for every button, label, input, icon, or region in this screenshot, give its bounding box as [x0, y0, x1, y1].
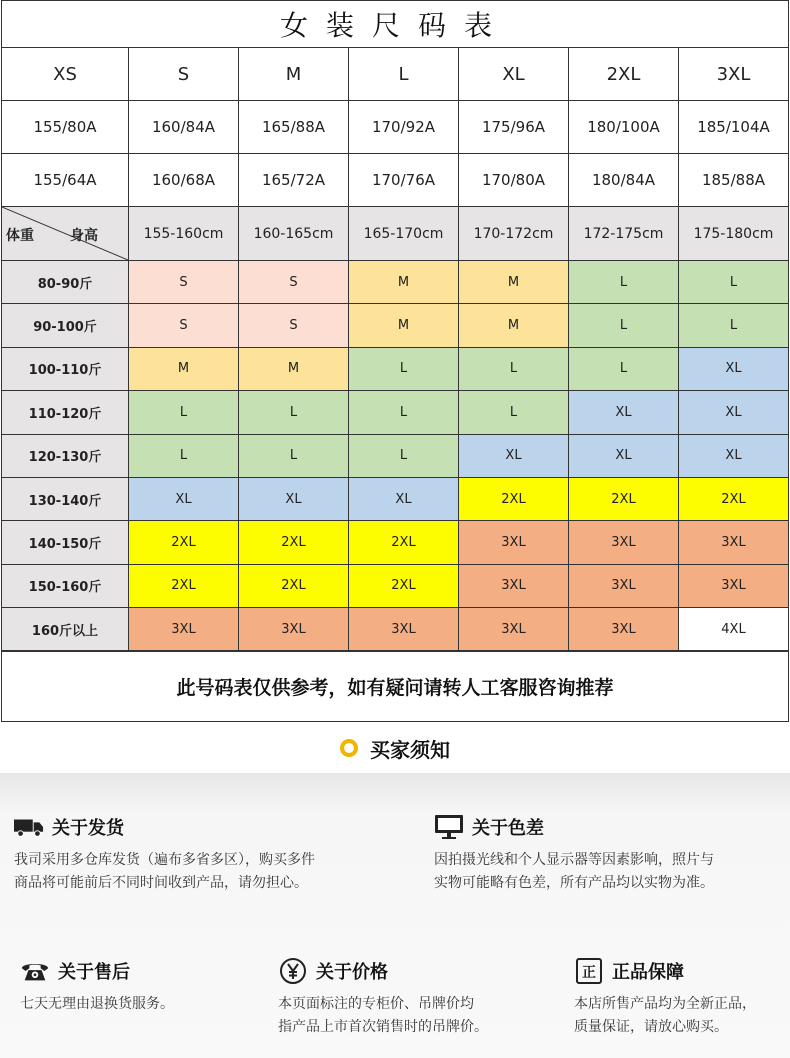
weight-range-cell: 90-100斤	[2, 304, 129, 347]
genuine-icon	[574, 958, 604, 984]
recommended-size-cell: L	[679, 304, 788, 347]
note-line: 实物可能略有色差，所有产品均以实物为准。	[434, 875, 714, 891]
bust-cell: 165/88A	[239, 101, 349, 154]
height-header-cell: 175-180cm	[679, 207, 788, 261]
size-header-cell: M	[239, 48, 349, 101]
recommended-size-cell: 2XL	[459, 478, 569, 521]
bust-cell: 155/80A	[2, 101, 129, 154]
bust-cell: 175/96A	[459, 101, 569, 154]
note-line: 商品将可能前后不同时间收到产品，请勿担心。	[14, 875, 308, 891]
size-header-cell: 2XL	[569, 48, 679, 101]
note-shipping	[14, 813, 394, 895]
recommended-size-cell: S	[129, 261, 239, 304]
waist-cell: 180/84A	[569, 154, 679, 207]
size-chart-note: 此号码表仅供参考，如有疑问请转人工客服咨询推荐	[2, 650, 788, 721]
height-header-cell: 160-165cm	[239, 207, 349, 261]
recommended-size-cell: L	[569, 261, 679, 304]
bust-cell: 180/100A	[569, 101, 679, 154]
note-title: 关于色差	[472, 818, 544, 839]
recommended-size-cell: XL	[129, 478, 239, 521]
note-line: 七天无理由退换货服务。	[20, 996, 174, 1012]
weight-range-cell: 110-120斤	[2, 391, 129, 434]
recommended-size-cell: 2XL	[569, 478, 679, 521]
buyer-notes-heading	[0, 728, 790, 768]
recommended-size-cell: 3XL	[459, 608, 569, 651]
recommended-size-cell: XL	[679, 435, 788, 478]
recommended-size-cell: 2XL	[239, 521, 349, 564]
recommended-size-cell: 2XL	[239, 565, 349, 608]
recommended-size-cell: L	[459, 348, 569, 391]
note-title: 正品保障	[612, 962, 684, 983]
note-line: 指产品上市首次销售时的吊牌价。	[278, 1019, 488, 1035]
bust-cell: 160/84A	[129, 101, 239, 154]
weight-height-corner	[2, 207, 129, 261]
weight-range-cell: 160斤以上	[2, 608, 129, 651]
note-line: 质量保证，请放心购买。	[574, 1019, 728, 1035]
height-header-cell: 155-160cm	[129, 207, 239, 261]
corner-weight-label: 体重	[6, 228, 34, 244]
recommended-size-cell: 3XL	[569, 521, 679, 564]
waist-cell: 170/76A	[349, 154, 459, 207]
note-price	[278, 957, 548, 1039]
note-after-sales	[20, 957, 260, 1016]
recommended-size-cell: L	[569, 348, 679, 391]
recommended-size-cell: L	[349, 435, 459, 478]
size-header-cell: S	[129, 48, 239, 101]
recommended-size-cell: 3XL	[349, 608, 459, 651]
waist-cell: 165/72A	[239, 154, 349, 207]
recommended-size-cell: 2XL	[129, 565, 239, 608]
waist-cell: 160/68A	[129, 154, 239, 207]
recommended-size-cell: 3XL	[679, 521, 788, 564]
recommended-size-cell: L	[129, 391, 239, 434]
recommended-size-cell: M	[459, 261, 569, 304]
recommended-size-cell: 3XL	[569, 608, 679, 651]
recommended-size-cell: XL	[679, 348, 788, 391]
recommended-size-cell: 2XL	[349, 565, 459, 608]
ring-icon	[340, 739, 358, 757]
waist-cell: 185/88A	[679, 154, 788, 207]
recommended-size-cell: L	[129, 435, 239, 478]
recommended-size-cell: 3XL	[569, 565, 679, 608]
yen-icon	[278, 958, 308, 984]
recommended-size-cell: S	[129, 304, 239, 347]
recommended-size-cell: XL	[679, 391, 788, 434]
recommended-size-cell: L	[569, 304, 679, 347]
size-header-cell: XL	[459, 48, 569, 101]
recommended-size-cell: M	[129, 348, 239, 391]
recommended-size-cell: 2XL	[129, 521, 239, 564]
height-header-cell: 165-170cm	[349, 207, 459, 261]
weight-range-cell: 130-140斤	[2, 478, 129, 521]
size-chart-title: 女装尺码表	[2, 1, 788, 48]
phone-icon	[20, 958, 50, 984]
bust-cell: 170/92A	[349, 101, 459, 154]
corner-height-label: 身高	[70, 228, 98, 244]
note-line: 本页面标注的专柜价、吊牌价均	[278, 996, 474, 1012]
recommended-size-cell: L	[349, 391, 459, 434]
buyer-notes-panel	[0, 773, 790, 1058]
recommended-size-cell: XL	[349, 478, 459, 521]
recommended-size-cell: L	[679, 261, 788, 304]
recommended-size-cell: S	[239, 304, 349, 347]
note-line: 本店所售产品均为全新正品，	[574, 996, 756, 1012]
weight-range-cell: 100-110斤	[2, 348, 129, 391]
recommended-size-cell: M	[459, 304, 569, 347]
size-header-cell: L	[349, 48, 459, 101]
weight-range-cell: 80-90斤	[2, 261, 129, 304]
recommended-size-cell: 3XL	[679, 565, 788, 608]
height-header-cell: 172-175cm	[569, 207, 679, 261]
recommended-size-cell: 2XL	[349, 521, 459, 564]
recommended-size-cell: 2XL	[679, 478, 788, 521]
recommended-size-cell: L	[239, 391, 349, 434]
recommended-size-cell: 3XL	[459, 521, 569, 564]
recommended-size-cell: M	[349, 261, 459, 304]
recommended-size-cell: M	[349, 304, 459, 347]
monitor-icon	[434, 814, 464, 840]
svg-text:正: 正	[582, 965, 596, 981]
height-header-cell: 170-172cm	[459, 207, 569, 261]
note-title: 关于价格	[316, 962, 388, 983]
note-title: 关于售后	[58, 962, 130, 983]
note-color-difference	[434, 813, 779, 895]
recommended-size-cell: 3XL	[129, 608, 239, 651]
size-chart	[1, 0, 789, 722]
recommended-size-cell: XL	[569, 435, 679, 478]
recommended-size-cell: L	[459, 391, 569, 434]
note-genuine	[574, 957, 784, 1039]
weight-range-cell: 140-150斤	[2, 521, 129, 564]
size-chart-grid	[2, 48, 788, 652]
size-header-cell: XS	[2, 48, 129, 101]
bust-cell: 185/104A	[679, 101, 788, 154]
size-header-cell: 3XL	[679, 48, 788, 101]
waist-cell: 170/80A	[459, 154, 569, 207]
recommended-size-cell: XL	[459, 435, 569, 478]
recommended-size-cell: XL	[239, 478, 349, 521]
recommended-size-cell: 4XL	[679, 608, 788, 651]
recommended-size-cell: L	[239, 435, 349, 478]
recommended-size-cell: M	[239, 348, 349, 391]
weight-range-cell: 150-160斤	[2, 565, 129, 608]
recommended-size-cell: 3XL	[239, 608, 349, 651]
truck-icon	[14, 814, 44, 840]
recommended-size-cell: XL	[569, 391, 679, 434]
note-line: 我司采用多仓库发货（遍布多省多区），购买多件	[14, 852, 315, 868]
weight-range-cell: 120-130斤	[2, 435, 129, 478]
waist-cell: 155/64A	[2, 154, 129, 207]
recommended-size-cell: S	[239, 261, 349, 304]
buyer-notes-title: 买家须知	[370, 737, 450, 762]
note-title: 关于发货	[52, 818, 124, 839]
recommended-size-cell: 3XL	[459, 565, 569, 608]
recommended-size-cell: L	[349, 348, 459, 391]
note-line: 因拍摄光线和个人显示器等因素影响，照片与	[434, 852, 714, 868]
